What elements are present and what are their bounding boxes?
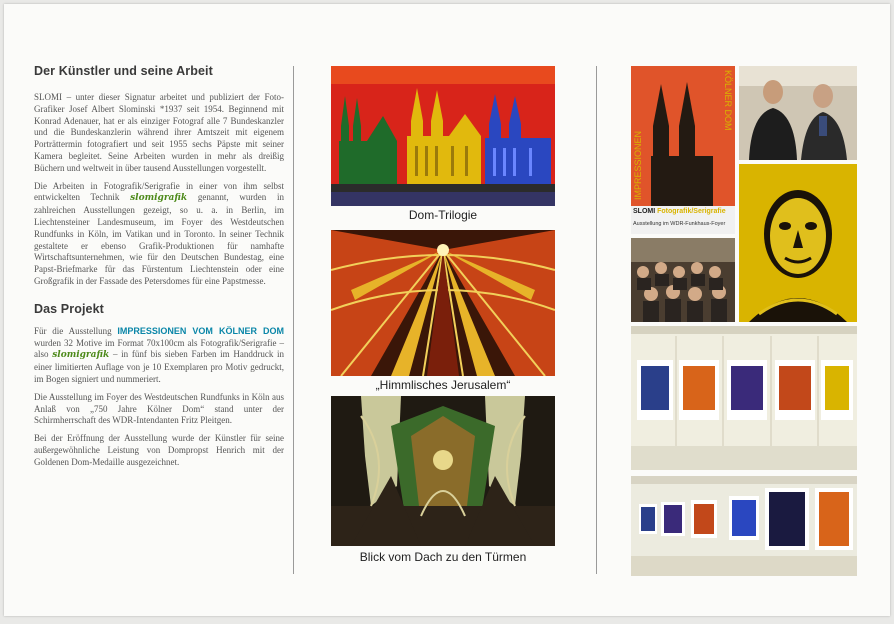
project-text-b: wurden 32 Motive im Format 70x100cm als Fotografik/Serigrafie – also (34, 337, 284, 360)
caption-dom-trilogie: Dom-Trilogie (408, 208, 478, 222)
poster-title-right: KÖLNER DOM (723, 70, 733, 131)
project-text-a: Für die Ausstellung (34, 325, 112, 336)
exhibition-title-highlight: IMPRESSIONEN VOM KÖLNER DOM (117, 325, 284, 336)
poster-title-left: IMPRESSIONEN (633, 130, 643, 200)
artwork-himmlisches-jerusalem (331, 230, 555, 376)
photo-audience (631, 238, 735, 322)
artwork-dom-trilogie (331, 66, 555, 206)
poster-sub: Fotografik/Serigrafie (657, 208, 726, 215)
poster-brand: SLOMI (633, 208, 656, 215)
paragraph-medal: Bei der Eröffnung der Ausstellung wurde der Künstler für seine außergewöhnliche Leistung von Dompropst Henrich mit der Goldenen Dom-Medaille ausgezeichnet. (34, 433, 284, 467)
text-column (34, 64, 284, 475)
poster-brand-line (633, 208, 733, 215)
photo-handshake (739, 66, 857, 160)
slomigrafik-brand: slomigrafik (130, 193, 188, 204)
column-divider-1 (293, 66, 294, 574)
artwork-blick-vom-dach (331, 396, 555, 546)
slomigrafik-brand-2: slomigrafik (52, 350, 110, 361)
column-divider-2 (596, 66, 597, 574)
photo-exhibition-wall (631, 326, 857, 470)
heading-artist: Der Künstler und seine Arbeit (34, 64, 213, 78)
brochure-page (4, 4, 890, 616)
exhibition-poster (631, 66, 735, 234)
technique-text-b: genannt, wurden in zahlreichen Ausstellungen gezeigt, so u. a. in Berlin, im Liechtensteiner Landesmuseum, im Foyer des Westdeutschen Rundfunks in Köln, im Vatikan und in Toronto. In seiner Technik gestaltete er ebenso Grafik-Produktionen für namhafte Wirtschaftsunternehmen, wie für den Deutschen Bundestag, eine Papst-Briefmarke für das Fürstentum Liechtenstein oder eine Großgrafik in der Fassade des Petersdomes für eine Papstmesse. (34, 192, 285, 286)
artwork-portrait-print (739, 164, 857, 322)
paragraph-foyer: Die Ausstellung im Foyer des Westdeutschen Rundfunks in Köln aus Anlaß von „750 Jahre Kölner Dom“ stand unter der Schirmherrschaft des WDR-Intendanten Fritz Pleitgen. (34, 391, 284, 426)
caption-himmlisches-jerusalem: „Himmlisches Jerusalem“ (375, 378, 511, 392)
paragraph-technique (34, 181, 284, 288)
technique-text-a: Die Arbeiten in Fotografik/Serigrafie in einer von ihm selbst entwickelten Technik (34, 180, 284, 203)
heading-project: Das Projekt (34, 301, 104, 316)
paragraph-project (34, 326, 284, 386)
poster-line: Ausstellung im WDR-Funkhaus-Foyer (633, 221, 726, 227)
photo-exhibition-room (631, 476, 857, 576)
project-text-c: – in fünf bis sieben Farben im Handdruck in einer limitierten Auflage von je 10 Exemplaren pro Motiv gedruckt, im Bogen signiert und nummeriert. (34, 349, 285, 384)
caption-blick-vom-dach: Blick vom Dach zu den Türmen (359, 550, 527, 564)
paragraph-artist-bio: SLOMI – unter dieser Signatur arbeitet und publiziert der Foto-Grafiker Josef Albert Slominski *1937 seit 1954. Beginnend mit Konrad Adenauer, hat er als einziger Fotograf alle 7 Bundeskanzler und die Bundeskanzlerin während ihrer Amtszeit mit eigenem Porträttermin fotografiert und seit 1955 sechs Päpste mit seiner Kamera begleitet. Seine Arbeiten wurden in mehr als dreißig Büchern und weltweit in über tausend Ausstellungen vorgestellt. (34, 92, 284, 173)
